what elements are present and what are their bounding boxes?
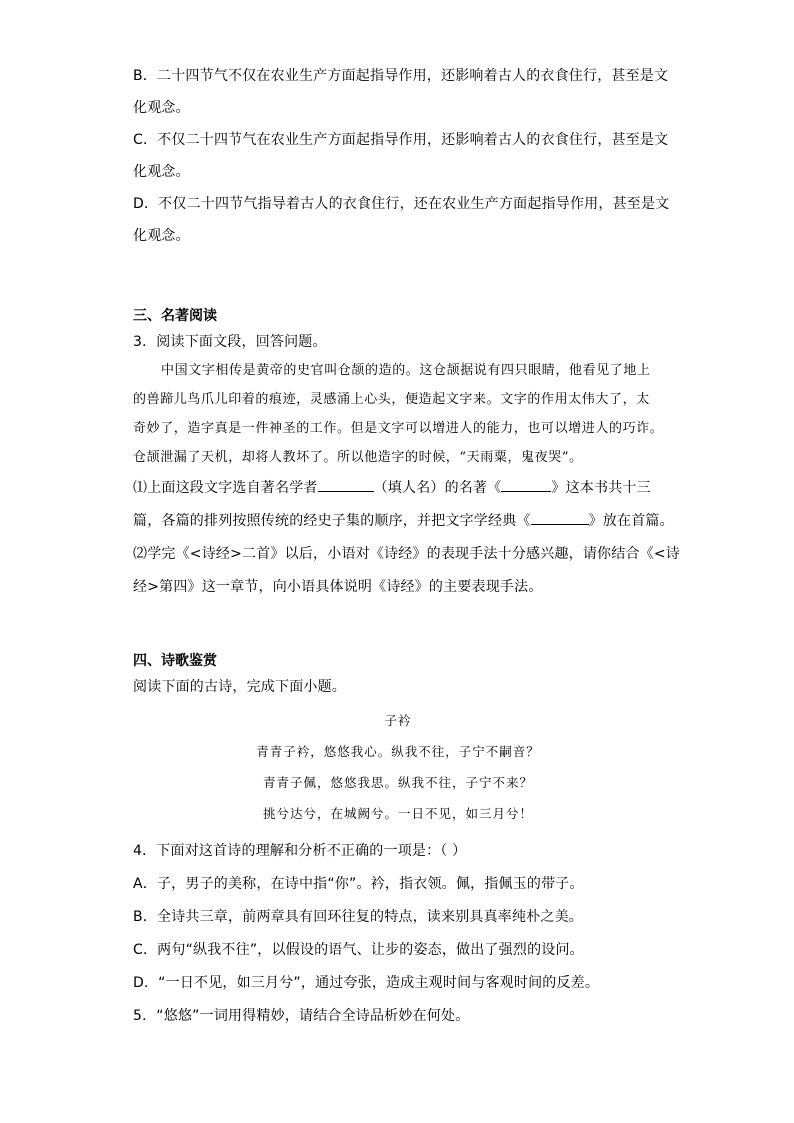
question-4-option-c: C．两句“纵我不往”，以假设的语气、让步的姿态，做出了强烈的设问。: [133, 942, 584, 958]
poem-line-2: 青青子佩，悠悠我思。纵我不往，子宁不来？: [262, 775, 533, 790]
option-d-line-2: 化观念。: [133, 228, 190, 244]
question-3-sub-2-line-1: ⑵学完《<诗经>二首》以后，小语对《诗经》的表现手法十分感兴趣，请你结合《<诗: [133, 546, 680, 562]
poem-line-3: 挑兮达兮，在城阙兮。一日不见，如三月兮！: [262, 806, 533, 821]
section-4-heading: 四、诗歌鉴赏: [133, 653, 217, 669]
passage-line-3: 奇妙了，造字真是一件神圣的工作。但是文字可以增进人的能力，也可以增进人的巧诈。: [133, 421, 664, 436]
question-3-sub-2-line-2: 经>第四》这一章节，向小语具体说明《诗经》的主要表现手法。: [133, 579, 543, 595]
poem: [133, 701, 663, 829]
section-4-intro: 阅读下面的古诗，完成下面小题。: [133, 679, 346, 695]
question-3-sub-1-line-2: [133, 505, 674, 538]
question-3-sub-1-line-1: [133, 472, 663, 505]
reading-passage: [133, 356, 663, 472]
sub1-text-b: （填人名）的名著《: [373, 480, 502, 496]
book-title-blank[interactable]: [501, 477, 551, 492]
sub1-text-c: 》这本书共十三: [551, 480, 651, 496]
classic-title-blank[interactable]: [531, 510, 589, 525]
question-4-option-b: B．全诗共三章，前两章具有回环往复的特点，读来别具真率纯朴之美。: [133, 909, 584, 925]
question-2-options: [133, 60, 670, 252]
poem-line-1: 青青子衿，悠悠我心。纵我不往，子宁不嗣音？: [256, 744, 540, 759]
question-5-stem: 5．“悠悠”一词用得精妙，请结合全诗品析妙在何处。: [133, 1008, 470, 1024]
question-4-option-a: A．子，男子的美称，在诗中指“你”。衿，指衣领。佩，指佩玉的带子。: [133, 876, 584, 892]
option-b-line-1: B．二十四节气不仅在农业生产方面起指导作用，还影响着古人的衣食住行，甚至是文: [133, 68, 669, 84]
option-c-line-1: C．不仅二十四节气在农业生产方面起指导作用，还影响着古人的衣食住行，甚至是文: [133, 132, 669, 148]
question-4-option-d: D．“一日不见，如三月兮”，通过夸张，造成主观时间与客观时间的反差。: [133, 975, 600, 991]
option-b-line-2: 化观念。: [133, 100, 190, 116]
passage-line-1: 中国文字相传是黄帝的史官叫仓颉的造的。这仓颉据说有四只眼睛，他看见了地上: [161, 363, 651, 378]
exam-page: [133, 60, 680, 1033]
question-3-stem: 3．阅读下面文段，回答问题。: [133, 334, 327, 350]
author-name-blank[interactable]: [318, 477, 374, 492]
question-4-stem: 4．下面对这首诗的理解和分析不正确的一项是：（ ）: [133, 843, 467, 859]
option-d-line-1: D．不仅二十四节气指导着古人的衣食住行，还在农业生产方面起指导作用，甚至是文: [133, 196, 670, 212]
passage-line-4: 仓颉泄漏了天机，却将人教坏了。所以他造字的时候，“天雨粟，鬼夜哭”。: [133, 450, 583, 465]
sub1-line2-text-a: 篇，各篇的排列按照传统的经史子集的顺序，并把文字学经典《: [133, 513, 531, 529]
section-3-heading: 三、名著阅读: [133, 308, 217, 324]
sub1-line2-text-b: 》放在首篇。: [588, 513, 674, 529]
option-c-line-2: 化观念。: [133, 164, 190, 180]
passage-line-2: 的兽蹄儿鸟爪儿印着的痕迹，灵感涌上心头，便造起文字来。文字的作用太伟大了，太: [133, 392, 650, 407]
sub1-text-a: ⑴上面这段文字选自著名学者: [133, 480, 318, 496]
poem-title: 子衿: [384, 713, 412, 728]
